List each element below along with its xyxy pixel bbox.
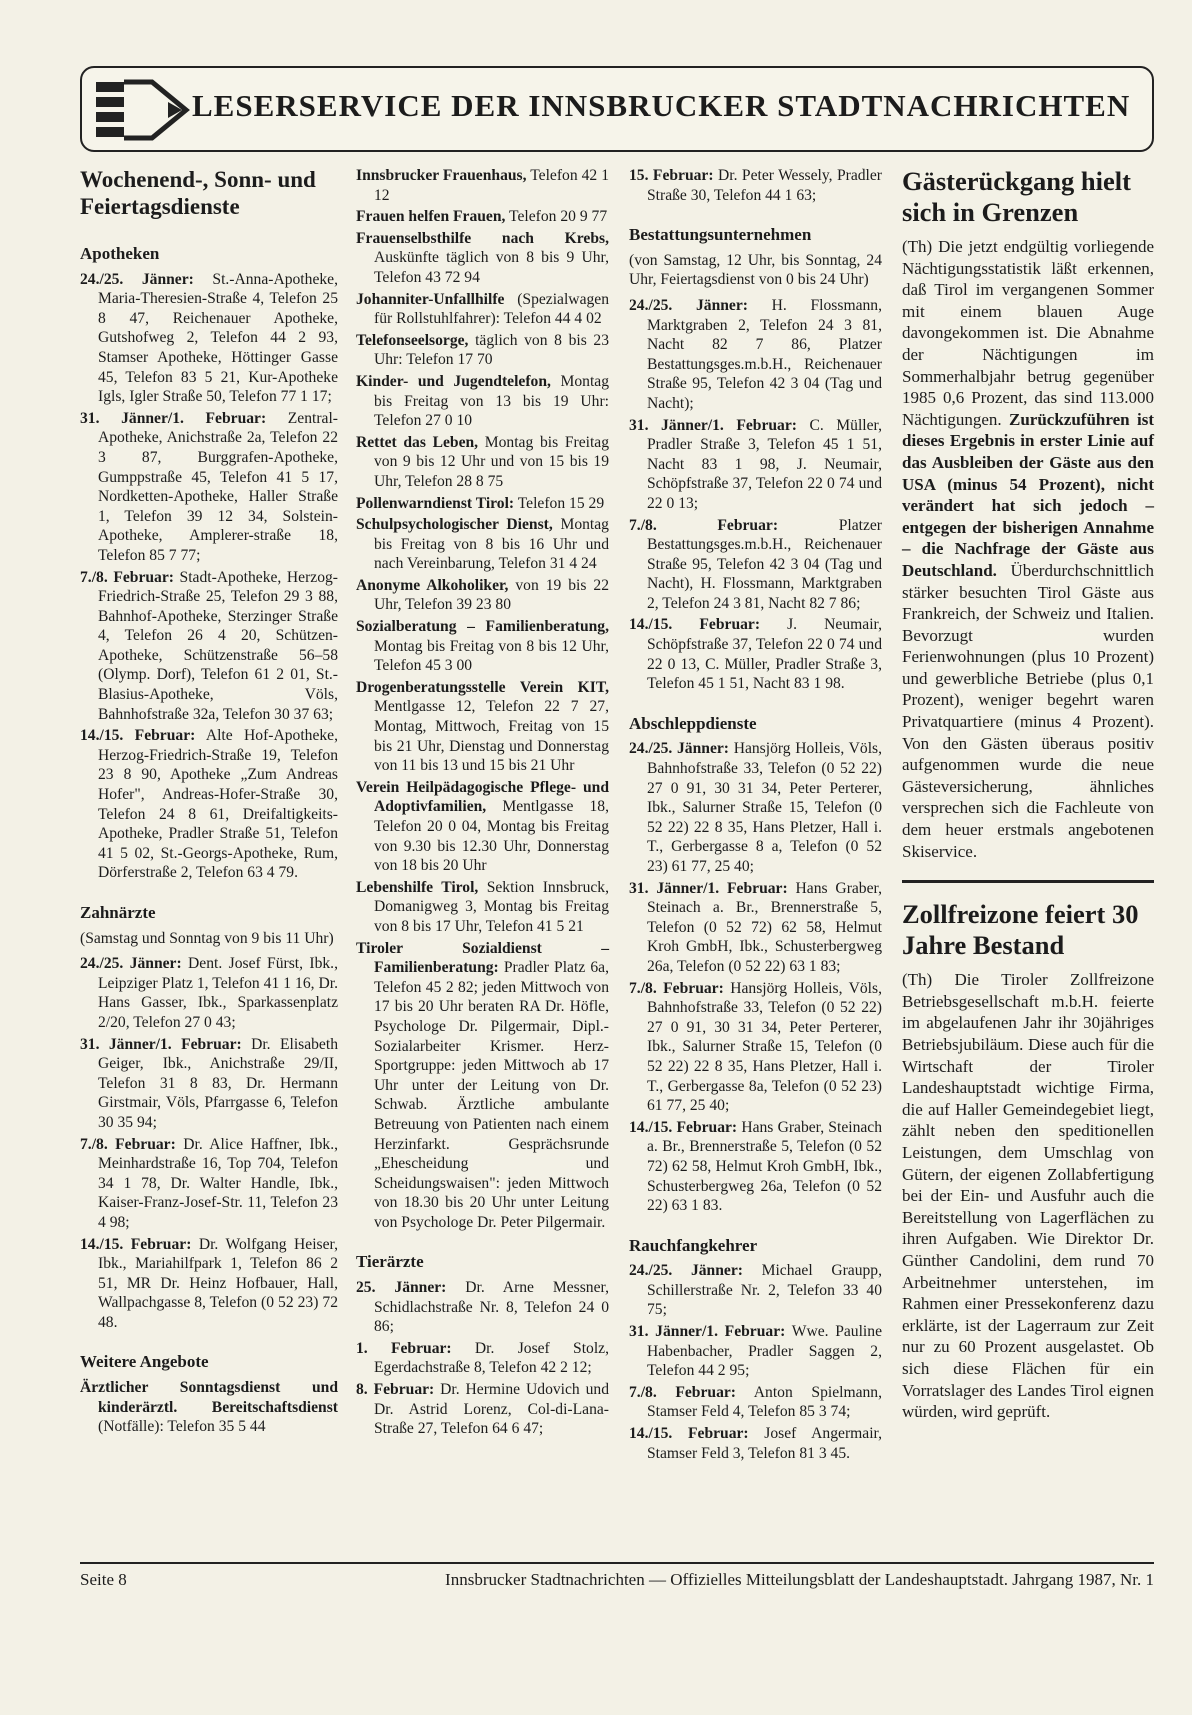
list-entry (356, 515, 609, 574)
tieraerzte-continued-list (629, 166, 882, 205)
bestattung-heading: Bestattungsunternehmen (629, 225, 812, 245)
list-entry (356, 433, 609, 492)
entry-text: Auskünfte täglich von 8 bis 9 Uhr, Telefon 43 72 94 (374, 249, 609, 286)
entry-text: Mentlgasse 12, Telefon 22 7 27, Montag, Mittwoch, Freitag von 15 bis 21 Uhr, Dienstag und Donnerstag von 11 bis 13 und 15 bis 21 Uhr (374, 698, 609, 775)
weitere-list (80, 1378, 338, 1437)
entry-text: Mentlgasse 18, Telefon 20 0 04, Montag bis Freitag von 9.30 bis 12.30 Uhr, Donnerstag von 18 bis 20 Uhr (374, 798, 609, 875)
entry-label: 31. Jänner/1. Februar: (80, 409, 267, 427)
list-entry (629, 416, 882, 514)
entry-label: 7./8. Februar: (629, 1383, 736, 1401)
entry-label: 7./8. Februar: (629, 979, 724, 997)
entry-text: Dr. Alice Haffner, Ibk., Meinhardstraße 16, Top 704, Telefon 34 1 78, Dr. Walter Handle, Ibk., Kaiser-Franz-Josef-Str. 11, Telefon 23 4 98; (98, 1135, 338, 1231)
article-gaesteruckgang-title: Gästerückgang hielt sich in Grenzen (902, 166, 1131, 227)
footer-rule (80, 1562, 1154, 1564)
entry-label: 24./25. Jänner: (629, 296, 748, 314)
abschlepp-heading: Abschleppdienste (629, 713, 757, 733)
entry-label: Drogenberatungsstelle Verein KIT, (356, 678, 609, 696)
entry-label: 7./8. Februar: (80, 568, 174, 586)
entry-label: Schulpsychologischer Dienst, (356, 516, 553, 534)
entry-text: von 19 bis 22 Uhr, Telefon 39 23 80 (374, 576, 609, 614)
zahnaerzte-heading: Zahnärzte (80, 903, 156, 922)
list-entry (629, 1424, 882, 1463)
entry-text: Telefon 20 9 77 (505, 208, 608, 226)
entry-text: Zentral-Apotheke, Anichstraße 2a, Telefon 22 3 87, Burggrafen-Apotheke, Gumppstraße 45, Telefon 41 5 17, Nordketten-Apotheke, Haller Straße 1, Telefon 39 12 34, Solstein-Apotheke, Amplerer-straße 18, Telefon 85 7 77; (98, 409, 338, 564)
entry-label: 24./25. Jänner: (80, 270, 194, 288)
entry-label: 31. Jänner/1. Februar: (629, 879, 788, 897)
entry-label: Lebenshilfe Tirol, (356, 878, 479, 896)
entry-label: 24./25. Jänner: (629, 1262, 743, 1280)
column-services-3 (629, 166, 882, 1465)
entry-text: Anton Spielmann, Stamser Feld 4, Telefon 85 3 74; (647, 1383, 882, 1421)
list-entry (356, 207, 609, 227)
list-entry (356, 617, 609, 676)
pointer-arrow-logo-icon (94, 78, 190, 142)
entry-text: Pradler Platz 6a, Telefon 45 2 82; jeden Mittwoch von 17 bis 20 Uhr beraten RA Dr. Höfle, Psychologe Dr. Pilgermair, Dipl.-Sozialarbeiter Krismer. Herz-Sportgruppe: jeden Mittwoch ab 17 Uhr unter der Leitung von Dr. Schwab. Ärztliche ambulante Betreuung von Patienten nach einem Herzinfarkt. Gesprächsrunde „Ehescheidung und Scheidungswaisen": jeden Mittwoch von 18.30 bis 20 Uhr unter Leitung von Psychologe Dr. Peter Pilgermair. (374, 959, 609, 1231)
entry-text: Dr. Arne Messner, Schidlachstraße Nr. 8, Telefon 24 0 86; (374, 1279, 609, 1336)
entry-text: Alte Hof-Apotheke, Herzog-Friedrich-Straße 19, Telefon 23 8 90, Apotheke „Zum Andreas Hofer", Andreas-Hofer-Straße 30, Telefon 24 8 61, Dreifaltigkeits-Apotheke, Pradler Straße 51, Telefon 41 5 02, St.-Georgs-Apotheke, Rum, Dörferstraße 2, Telefon 63 4 79. (98, 727, 338, 882)
list-entry (80, 954, 338, 1032)
list-entry (80, 409, 338, 566)
entry-text: Platzer Bestattungsges.m.b.H., Reichenauer Straße 95, Telefon 42 3 04 (Tag und Nacht), H. Flossmann, Marktgraben 2, Telefon 24 3 81, Nacht 82 7 86; (647, 516, 882, 612)
article-text: Überdurchschnittlich stärker besuchten Tirol Gäste aus Frankreich, der Schweiz und Italien. Bevorzugt wurden Ferienwohnungen (plus 10 Prozent) und gewerbliche Betriebe (plus 0,1 Prozent), weniger begehrt waren Privatquartiere (minus 4 Prozent). Von den Gästen überaus positiv aufgenommen wurde die neue Gästeversicherung, ähnliches versprechen sich die Fachleute von dem heuer erstmals angebotenen Skiservice. (902, 560, 1154, 861)
entry-label: Rettet das Leben, (356, 433, 479, 451)
entry-text: Montag bis Freitag von 9 bis 12 Uhr und von 15 bis 19 Uhr, Telefon 28 8 75 (374, 433, 609, 490)
tieraerzte-list (356, 1278, 609, 1439)
entry-text: St.-Anna-Apotheke, Maria-Theresien-Straße 4, Telefon 25 8 47, Reichenauer Apotheke, Gutshofweg 2, Telefon 44 2 93, Stamser Apotheke, Höttinger Gasse 45, Telefon 83 5 21, Kur-Apotheke Igls, Igler Straße 50, Telefon 77 1 17; (98, 270, 338, 406)
list-entry (356, 878, 609, 937)
list-entry (629, 615, 882, 693)
entry-text: Telefon 42 1 12 (374, 167, 609, 204)
article-zollfreizone-body: (Th) Die Tiroler Zollfreizone Betriebsgesellschaft m.b.H. feierte im abgelaufenen Jahr ihr 30jähriges Betriebsjubiläum. Diese auch für die Wirtschaft der Tiroler Landeshauptstadt wichtige Firma, die auf Haller Gemeindegebiet liegt, zählt neben den speditionellen Leistungen, dem Umschlag von Gütern, der eigenen Zollabfertigung bei der Ein- und Ausfuhr auch die Bereitstellung von Lagerflächen zu ihren Aufgaben. Wie Direktor Dr. Günther Candolini, dem rund 70 Arbeitnehmer unterstehen, im Rahmen einer Pressekonferenz dazu erklärte, ist der Lagerraum zur Zeit nur zu 60 Prozent ausgelastet. Ob sich diese Flächen für ein Vorratslager des Landes Tirol eignen würden, wird geprüft. (902, 970, 1154, 1422)
apotheken-list (80, 270, 338, 883)
list-entry (356, 1339, 609, 1378)
column-services-2 (356, 166, 609, 1441)
rauchfang-heading: Rauchfangkehrer (629, 1235, 758, 1255)
zahnaerzte-list (80, 954, 338, 1332)
entry-text: Dr. Wolfgang Heiser, Ibk., Mariahilfpark 1, Telefon 86 2 51, MR Dr. Heinz Hofbauer, Hall, Wallpachgasse 8, Telefon (0 52 23) 72 48. (98, 1235, 338, 1331)
entry-label: 14./15. Februar: (629, 616, 761, 634)
list-entry (80, 1035, 338, 1133)
list-entry (629, 879, 882, 977)
weitere-heading: Weitere Angebote (80, 1352, 209, 1372)
list-entry (80, 1378, 338, 1437)
list-entry (629, 1118, 882, 1216)
entry-label: Ärztlicher Sonntagsdienst und kinderärztl. Bereitschaftsdienst (80, 1379, 338, 1416)
entry-text: C. Müller, Pradler Straße 3, Telefon 45 1 51, Nacht 83 1 98, J. Neumair, Schöpfstraße 37, Telefon 22 0 74 und 22 0 13; (647, 416, 882, 512)
article-divider (902, 880, 1154, 883)
entry-text: Josef Angermair, Stamser Feld 3, Telefon 81 3 45. (647, 1425, 882, 1462)
list-entry (629, 516, 882, 614)
entry-label: 14./15. Februar: (80, 727, 196, 745)
entry-label: Frauen helfen Frauen, (356, 208, 506, 226)
list-entry (629, 296, 882, 414)
entry-text: Montag bis Freitag von 8 bis 16 Uhr und nach Vereinbarung, Telefon 31 4 24 (374, 516, 609, 573)
rauchfang-list (629, 1261, 882, 1463)
list-entry (629, 979, 882, 1116)
list-entry (629, 739, 882, 876)
entry-label: 24./25. Jänner: (80, 955, 182, 973)
entry-label: Tiroler Sozialdienst – Familienberatung: (356, 939, 609, 977)
services-title: Wochenend-, Sonn- und Feiertagsdienste (80, 167, 316, 219)
entry-label: Telefonseelsorge, (356, 331, 469, 349)
list-entry (80, 270, 338, 407)
entry-text: Dr. Elisabeth Geiger, Ibk., Anichstraße 29/II, Telefon 31 8 83, Dr. Hermann Girstmair, Völs, Pfarrgasse 6, Telefon 30 35 94; (98, 1035, 338, 1131)
entry-label: 31. Jänner/1. Februar: (80, 1035, 242, 1053)
list-entry (356, 678, 609, 776)
list-entry (629, 1322, 882, 1381)
entry-label: Pollenwarndienst Tirol: (356, 494, 515, 512)
list-entry (356, 778, 609, 876)
entry-text: (Spezialwagen für Rollstuhlfahrer): Telefon 44 4 02 (374, 290, 609, 328)
entry-label: 14./15. Februar: (629, 1425, 749, 1443)
list-entry (356, 939, 609, 1233)
contacts-list (356, 166, 609, 1232)
article-zollfreizone-title: Zollfreizone feiert 30 Jahre Bestand (902, 899, 1139, 961)
bestattung-list (629, 296, 882, 694)
section-banner (80, 66, 1154, 152)
list-entry (356, 372, 609, 431)
entry-text: Hans Graber, Steinach a. Br., Brennerstraße 5, Telefon (0 52 72) 62 58, Helmut Kroh GmbH, Ibk., Schusterbergweg 26a, Telefon (0 52 22) 63 1 83; (647, 879, 882, 975)
list-entry (80, 1235, 338, 1333)
entry-label: 14./15. Februar: (629, 1118, 738, 1136)
list-entry (629, 166, 882, 205)
list-entry (629, 1261, 882, 1320)
article-emphasis: Zurückzuführen ist dieses Ergebnis in erster Linie auf das Ausbleiben der Gäste aus den USA (minus 54 Prozent), nicht verändert hat sich jedoch – entgegen der bisherigen Annahme – die Nachfrage der Gäste aus Deutschland. (902, 409, 1154, 580)
entry-label: 31. Jänner/1. Februar: (629, 1323, 786, 1341)
entry-label: 25. Jänner: (356, 1279, 447, 1297)
entry-text: Montag bis Freitag von 13 bis 19 Uhr: Telefon 27 0 10 (374, 372, 609, 430)
page-number: Seite 8 (80, 1570, 127, 1589)
list-entry (356, 494, 609, 514)
entry-text: J. Neumair, Schöpfstraße 37, Telefon 22 0 74 und 22 0 13, C. Müller, Pradler Straße 3, Telefon 45 1 51, Nacht 83 1 98. (647, 616, 882, 693)
entry-label: 8. Februar: (356, 1381, 435, 1399)
abschlepp-list (629, 739, 882, 1215)
list-entry (356, 1278, 609, 1337)
entry-text: Sektion Innsbruck, Domanigweg 3, Montag bis Freitag von 8 bis 17 Uhr, Telefon 41 5 21 (374, 878, 609, 935)
entry-label: 15. Februar: (629, 167, 714, 184)
entry-text: Dent. Josef Fürst, Ibk., Leipziger Platz 1, Telefon 41 1 16, Dr. Hans Gasser, Ibk., Sparkassenplatz 2/20, Telefon 27 0 43; (98, 955, 338, 1031)
entry-label: Innsbrucker Frauenhaus, (356, 167, 527, 184)
list-entry (356, 576, 609, 615)
entry-label: 7./8. Februar: (80, 1135, 176, 1153)
column-services-1 (80, 166, 338, 1439)
entry-text: täglich von 8 bis 23 Uhr: Telefon 17 70 (374, 331, 609, 369)
entry-label: Sozialberatung – Familienberatung, (356, 618, 609, 636)
entry-text: Dr. Peter Wessely, Pradler Straße 30, Telefon 44 1 63; (647, 167, 882, 204)
list-entry (356, 290, 609, 329)
zahnaerzte-note: (Samstag und Sonntag von 9 bis 11 Uhr) (80, 929, 334, 947)
entry-text: Dr. Hermine Udovich und Dr. Astrid Lorenz, Col-di-Lana-Straße 27, Telefon 64 6 47; (374, 1381, 610, 1438)
entry-label: Johanniter-Unfallhilfe (356, 290, 505, 308)
article-gaesteruckgang-body (902, 236, 1154, 862)
list-entry (629, 1383, 882, 1422)
entry-text: Stadt-Apotheke, Herzog-Friedrich-Straße 25, Telefon 29 3 88, Bahnhof-Apotheke, Sterzinger Straße 4, Telefon 26 4 20, Schützen-Apotheke, Schützenstraße 56–58 (Olymp. Dorf), Telefon 61 2 01, St.-Blasius-Apotheke, Völs, Bahnhofstraße 32a, Telefon 30 37 63; (98, 568, 338, 723)
entry-label: Kinder- und Jugendtelefon, (356, 372, 551, 390)
entry-label: 24./25. Jänner: (629, 740, 729, 758)
article-text: (Th) Die jetzt endgültig vorliegende Nächtigungsstatistik läßt erkennen, daß Tirol im vergangenen Sommer mit einem blauen Auge davongekommen ist. Die Abnahme der Nächtigungen im Sommerhalbjahr betrug gegenüber 1985 0,6 Prozent, das sind 113.000 Nächtigungen. (902, 237, 1154, 429)
list-entry (356, 229, 609, 288)
list-entry (80, 1135, 338, 1233)
entry-text: Montag bis Freitag von 8 bis 12 Uhr, Telefon 45 3 00 (374, 637, 609, 675)
entry-label: 7./8. Februar: (629, 516, 779, 534)
entry-text: Hansjörg Holleis, Völs, Bahnhofstraße 33, Telefon (0 52 22) 27 0 91, 30 31 34, Peter Perterer, Ibk., Salurner Straße 15, Telefon (0 52 22) 22 8 35, Hans Pletzer, Hall i. T., Gerbergasse 8 a, Telefon (0 52 23) 61 77, 25 40; (647, 740, 882, 875)
entry-label: Anonyme Alkoholiker, (356, 576, 509, 594)
entry-label: 31. Jänner/1. Februar: (629, 416, 797, 434)
column-articles (902, 166, 1154, 1423)
entry-text: (Notfälle): Telefon 35 5 44 (98, 1418, 266, 1436)
entry-text: Hansjörg Holleis, Völs, Bahnhofstraße 33, Telefon (0 52 22) 27 0 91, 30 31 34, Peter Perterer, Ibk., Salurner Straße 15, Telefon (0 52 22) 22 8 35, Hans Pletzer, Hall i. T., Gerbergasse 8a, Telefon (0 52 23) 61 77, 25 40; (647, 979, 882, 1115)
publication-line: Innsbrucker Stadtnachrichten — Offizielles Mitteilungsblatt der Landeshauptstadt. Jahrgang 1987, Nr. 1 (445, 1570, 1154, 1589)
banner-title: LESERSERVICE DER INNSBRUCKER STADTNACHRICHTEN (192, 88, 1131, 123)
entry-text: Wwe. Pauline Habenbacher, Pradler Saggen 2, Telefon 44 2 95; (647, 1323, 882, 1380)
entry-text: Dr. Josef Stolz, Egerdachstraße 8, Telefon 42 2 12; (374, 1339, 609, 1377)
list-entry (80, 568, 338, 725)
entry-label: Frauenselbsthilfe nach Krebs, (356, 229, 609, 247)
entry-text: Telefon 15 29 (514, 494, 605, 512)
list-entry (356, 166, 609, 205)
entry-label: 1. Februar: (356, 1339, 452, 1357)
entry-label: Verein Heilpädagogische Pflege- und Adoptivfamilien, (356, 778, 609, 816)
entry-text: H. Flossmann, Marktgraben 2, Telefon 24 3 81, Nacht 82 7 86, Platzer Bestattungsges.m.b.H., Reichenauer Straße 95, Telefon 42 3 04 (Tag und Nacht); (647, 296, 882, 412)
list-entry (80, 726, 338, 883)
list-entry (356, 331, 609, 370)
bestattung-note: (von Samstag, 12 Uhr, bis Sonntag, 24 Uhr, Feiertagsdienst von 0 bis 24 Uhr) (629, 251, 882, 289)
apotheken-heading: Apotheken (80, 244, 160, 263)
entry-text: Hans Graber, Steinach a. Br., Brennerstraße 5, Telefon (0 52 72) 62 58, Helmut Kroh GmbH, Ibk., Schusterbergweg 26a, Telefon (0 52 22) 63 1 83. (647, 1118, 883, 1215)
entry-label: 14./15. Februar: (80, 1235, 192, 1253)
entry-text: Michael Graupp, Schillerstraße Nr. 2, Telefon 33 40 75; (647, 1262, 882, 1319)
list-entry (356, 1380, 609, 1439)
tieraerzte-heading: Tierärzte (356, 1252, 424, 1272)
